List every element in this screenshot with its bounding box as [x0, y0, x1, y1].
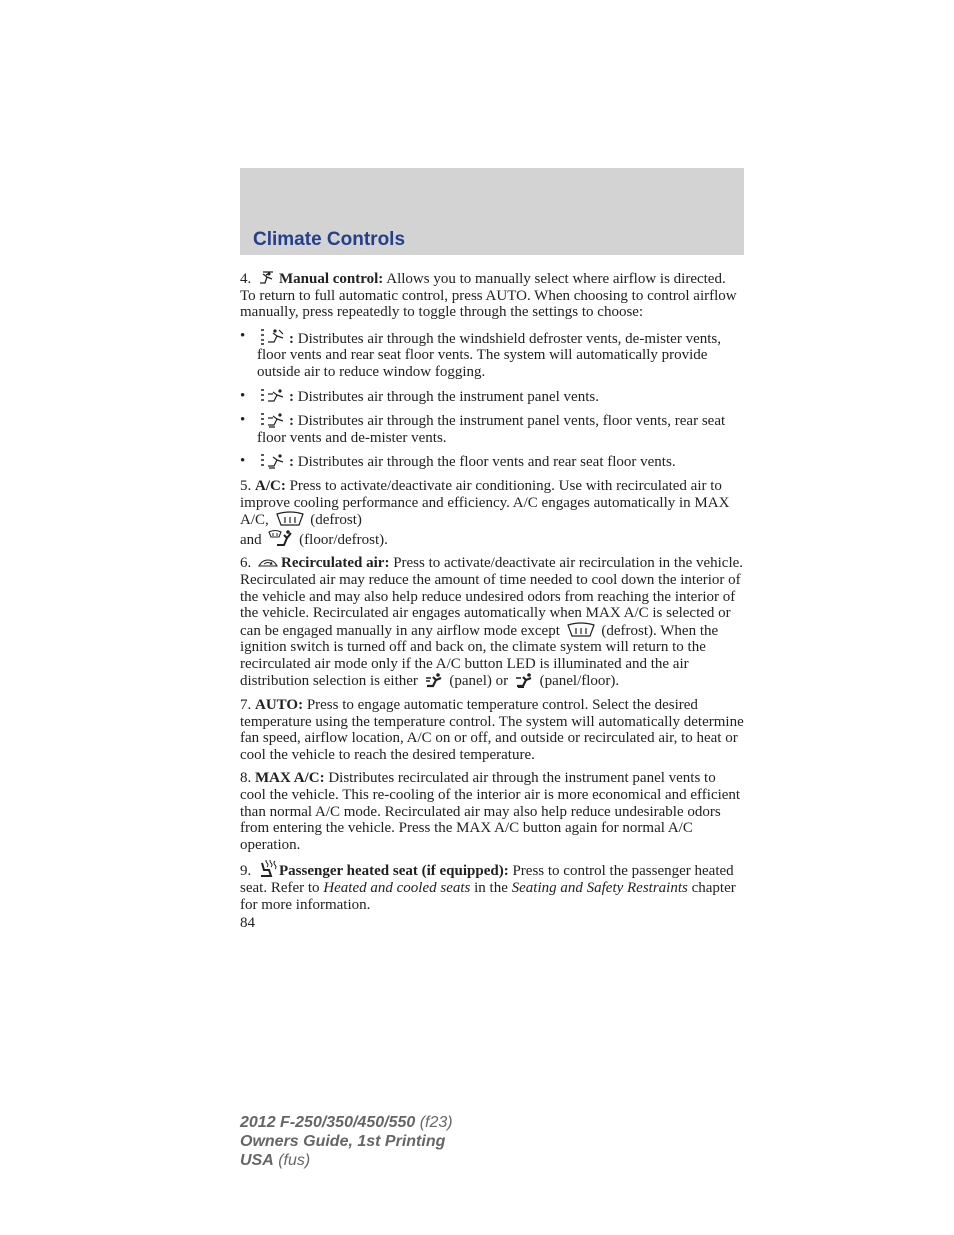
item-text: Distributes recirculated air through the instrument panel vents to cool the vehicle. This re-cooling of the interior air is more economical and efficient than normal A/C mode. Recirculated air may also help reduce undesirable odors from entering the vehicle. Press the MAX A/C button again for normal A/C operation.	[240, 770, 741, 853]
item-text: Press to activate/deactivate air conditioning. Use with recirculated air to improve cooling performance and efficiency. A/C engages automatically in MAX A/C,	[240, 477, 730, 529]
bullet-colon: :	[289, 413, 294, 430]
item-text: (defrost). When the ignition switch is turned off and back on, the climate system will return to the recirculated air mode only if the A/C button LED is illuminated and the air distribution selection is either	[240, 622, 719, 690]
cross-reference: Seating and Safety Restraints	[511, 880, 688, 896]
item-number: 9.	[240, 863, 252, 880]
item-text: and	[240, 531, 262, 548]
bullet-colon: :	[289, 330, 294, 347]
item-number: 7.	[240, 697, 252, 714]
item-text: Press to activate/deactivate air recirculation in the vehicle. Recirculated air may reduce the amount of time needed to cool down the interior of the vehicle and may also help reduce undesired odors from reaching the interior of the vehicle. Recirculated air engages automatically when MAX A/C is selected or can be engaged manually in any airflow mode except	[240, 555, 744, 639]
item-label: A/C:	[255, 477, 286, 494]
item-label: Manual control:	[279, 271, 384, 287]
page-content	[240, 270, 744, 932]
item-text: Press to engage automatic temperature control. Select the desired temperature using the temperature control. The system will automatically determine fan speed, airflow location, A/C on or off, and outside or recirculated air, to heat or cool the vehicle to reach the desired temperature.	[240, 697, 744, 763]
footer-model: 2012 F-250/350/450/550	[240, 1114, 416, 1131]
page-title: Climate Controls	[253, 229, 406, 250]
bullet-text: Distributes air through the instrument panel vents.	[294, 388, 599, 405]
item-number: 5.	[240, 477, 252, 494]
bullet-text: Distributes air through the windshield defroster vents, de-mister vents, floor vents and rear seat floor vents. The system will automatically provide outside air to reduce window fogging.	[257, 330, 721, 380]
defrost-icon	[566, 622, 596, 638]
item-number: 6.	[240, 555, 252, 572]
item-4	[240, 270, 744, 321]
document-footer	[240, 1113, 453, 1170]
item-text: Press to control the passenger heated seat. Refer to	[240, 863, 734, 896]
item-6	[240, 555, 744, 690]
bullet-colon: :	[289, 388, 294, 405]
floor-mode-icon	[259, 453, 287, 469]
panel-floor-icon	[514, 672, 534, 688]
item-number: 8.	[240, 770, 252, 787]
panel-mode-icon	[259, 388, 287, 404]
item-text: (defrost)	[310, 512, 362, 529]
item-8	[240, 770, 744, 853]
item-9	[240, 860, 744, 913]
item-text: (panel) or	[449, 673, 509, 690]
item-number: 4.	[240, 271, 252, 287]
list-item	[240, 388, 744, 406]
panel-icon	[424, 672, 444, 688]
list-item	[240, 328, 744, 381]
bullet-text: Distributes air through the instrument panel vents, floor vents, rear seat floor vents and de-mister vents.	[257, 413, 726, 446]
page-number: 84	[240, 915, 255, 932]
list-item	[240, 412, 744, 446]
manual-control-icon	[257, 270, 277, 286]
airflow-mode-list	[240, 328, 744, 471]
item-label: MAX A/C:	[255, 770, 325, 787]
floor-defrost-icon	[267, 529, 293, 547]
cross-reference: Heated and cooled seats	[323, 880, 471, 896]
defrost-icon	[275, 511, 305, 527]
footer-market: USA	[240, 1152, 274, 1169]
panel-floor-defrost-mode-icon	[259, 412, 287, 428]
item-5	[240, 478, 744, 548]
footer-edition: Owners Guide, 1st Printing	[240, 1133, 446, 1150]
recirculation-icon	[257, 558, 279, 570]
item-text: (floor/defrost).	[299, 531, 388, 548]
footer-market-code: (fus)	[273, 1152, 311, 1169]
item-text: in the	[470, 880, 512, 896]
item-label: AUTO:	[255, 697, 304, 714]
heated-seat-icon	[257, 860, 277, 878]
item-label: Recirculated air:	[281, 555, 390, 572]
footer-code: (f23)	[415, 1114, 453, 1131]
item-text: chapter for more information.	[240, 880, 736, 913]
item-text: (panel/floor).	[539, 673, 620, 690]
item-label: Passenger heated seat (if equipped):	[279, 863, 509, 880]
list-item	[240, 453, 744, 471]
bullet-colon: :	[289, 454, 294, 471]
item-7	[240, 697, 744, 763]
bullet-text: Distributes air through the floor vents and rear seat floor vents.	[294, 454, 676, 471]
defrost-floor-mode-icon	[259, 328, 287, 346]
item-text: Allows you to manually select where airflow is directed. To return to full automatic control, press AUTO. When choosing to control airflow manually, press repeatedly to toggle through the settings to choose:	[240, 271, 737, 321]
